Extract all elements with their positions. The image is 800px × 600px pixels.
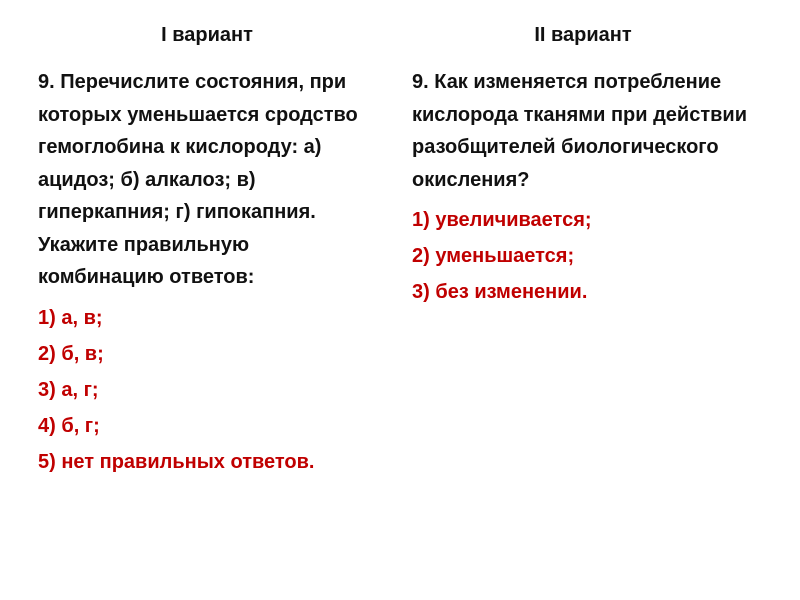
variant-1-answer-list [38, 306, 378, 474]
variant-2-column [412, 0, 757, 304]
variant-1-answer-3: 3) а, г; [38, 378, 99, 401]
variant-2-answer-2: 2) уменьшается; [412, 245, 575, 267]
variant-2-title: II вариант [534, 24, 632, 46]
variant-1-question: 9. Перечислите состояния, при которых уменьшается сродство гемоглобина к кислороду: а) ацидоз; б) алкалоз; в) гиперкапния; г) гипокапния. Укажите правильную комбинацию ответов: [38, 71, 358, 288]
variant-1-title: I вариант [161, 24, 253, 46]
variant-2-answer-3: 3) без изменении. [412, 281, 588, 303]
variant-1-answer-1: 1) а, в; [38, 306, 103, 329]
variant-2-answer-list [412, 208, 757, 304]
variant-1-column [38, 0, 378, 474]
variant-1-answer-5: 5) нет правильных ответов. [38, 450, 315, 473]
variant-1-answer-4: 4) б, г; [38, 414, 100, 437]
variant-2-answer-1: 1) увеличивается; [412, 209, 592, 231]
variant-2-question: 9. Как изменяется потребление кислорода тканями при действии разобщителей биологического окисления? [412, 71, 748, 191]
variant-1-answer-2: 2) б, в; [38, 342, 104, 365]
